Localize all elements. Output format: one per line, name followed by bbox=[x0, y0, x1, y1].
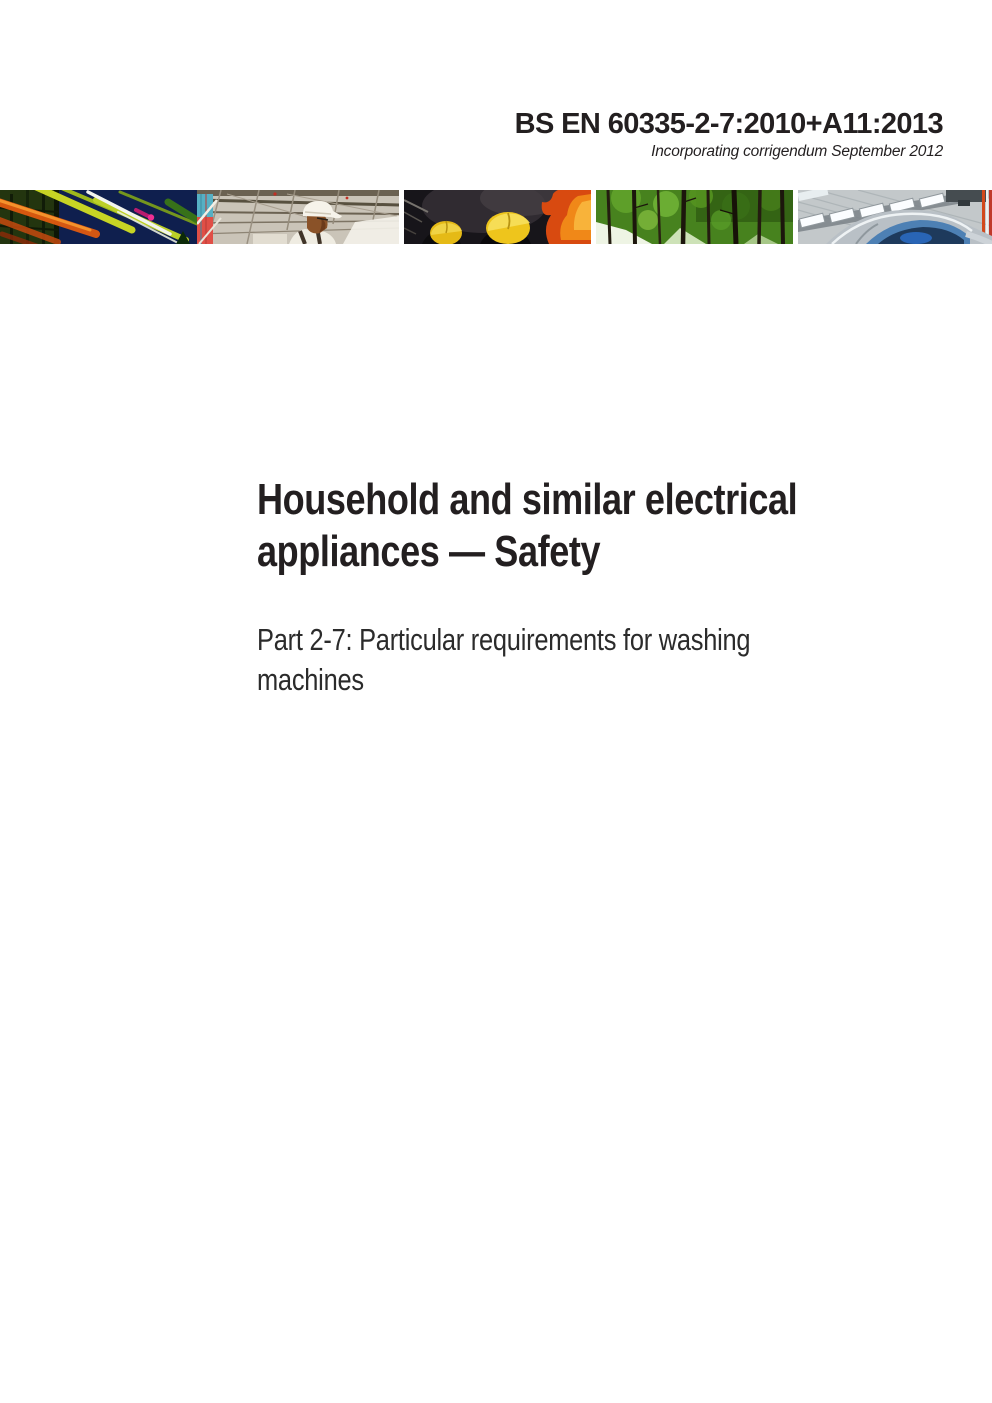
document-subtitle-line1: Part 2-7: Particular requirements for washing bbox=[257, 622, 751, 657]
document-subtitle-line2: machines bbox=[257, 662, 364, 697]
document-subtitle bbox=[257, 620, 750, 700]
document-title-line2: appliances — Safety bbox=[257, 527, 601, 576]
factory-worker-photo bbox=[197, 190, 399, 244]
document-title-line1: Household and similar electrical bbox=[257, 475, 798, 524]
corrigendum-note: Incorporating corrigendum September 2012 bbox=[651, 143, 943, 161]
doc-header bbox=[515, 108, 943, 161]
photo-banner bbox=[0, 190, 992, 244]
firefighters-photo bbox=[404, 190, 591, 244]
car-assembly-photo bbox=[798, 190, 992, 244]
light-trails-photo bbox=[0, 190, 197, 244]
forest-photo bbox=[596, 190, 793, 244]
document-title bbox=[257, 474, 797, 578]
standard-number: BS EN 60335-2-7:2010+A11:2013 bbox=[514, 108, 943, 140]
